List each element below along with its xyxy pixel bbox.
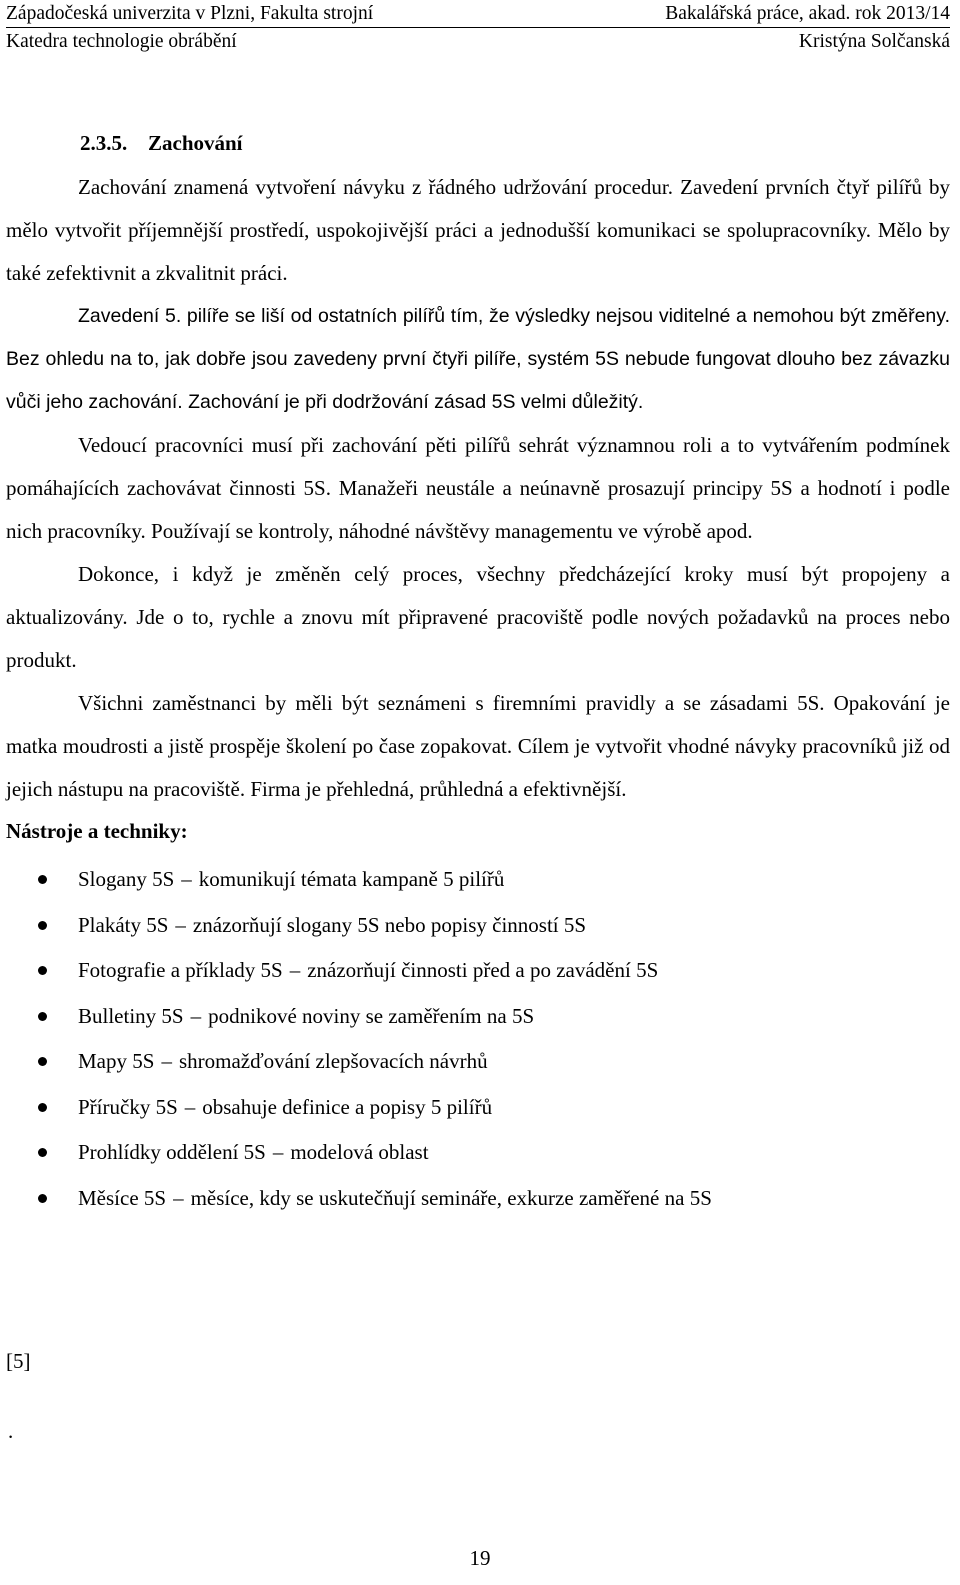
bullet-icon	[38, 875, 47, 884]
stray-dot: .	[8, 1419, 14, 1443]
tool-description: obsahuje definice a popisy 5 pilířů	[202, 1094, 493, 1119]
tool-description: modelová oblast	[290, 1140, 429, 1164]
tool-term: Příručky 5S	[78, 1094, 178, 1119]
page-header	[6, 0, 950, 56]
bullet-icon	[38, 1012, 47, 1021]
bullet-icon	[38, 1057, 47, 1066]
bullet-icon	[38, 966, 47, 975]
tool-description: shromažďování zlepšovacích návrhů	[178, 1049, 488, 1073]
tool-description: znázorňují činnosti před a po zavádění 5S	[307, 958, 659, 982]
header-row-2	[6, 28, 950, 56]
list-item	[6, 1176, 950, 1222]
bullet-icon	[38, 1148, 47, 1157]
tool-term: Měsíce 5S	[78, 1185, 167, 1210]
section-number: 2.3.5.	[80, 131, 128, 155]
tool-term: Slogany 5S	[78, 867, 175, 891]
paragraph-4: Dokonce, i když je změněn celý proces, všechny předcházející kroky musí být propojeny a aktualizovány. Jde o to, rychle a znovu mít připravené pracoviště podle nových požadavků na proces nebo produkt.	[6, 562, 950, 672]
tools-heading: Nástroje a techniky:	[6, 819, 188, 843]
section-title: Zachování	[148, 131, 243, 155]
dash: –	[190, 1003, 202, 1028]
dash: –	[181, 867, 192, 891]
tool-description: podnikové noviny se zaměřením na 5S	[208, 1003, 535, 1028]
paragraph-5: Všichni zaměstnanci by měli být seznámeni s firemními pravidly a se zásadami 5S. Opakování je matka moudrosti a jistě prospěje školení po čase zopakovat. Cílem je vytvořit vhodné návyky pracovníků již od jejich nástupu na pracoviště. Firma je přehledná, průhledná a efektivnější.	[6, 691, 950, 801]
header-rule	[6, 27, 950, 28]
list-item	[6, 1039, 950, 1085]
tool-term: Fotografie a příklady 5S	[78, 958, 283, 982]
tool-term: Plakáty 5S	[78, 912, 169, 937]
paragraph-1: Zachování znamená vytvoření návyku z řádného udržování procedur. Zavedení prvních čtyř pilířů by mělo vytvořit příjemnější prostředí, uspokojivější práci a jednodušší komunikaci se spolupracovníky. Mělo by také zefektivnit a zkvalitnit práci.	[6, 175, 950, 285]
list-item	[6, 1130, 950, 1176]
tool-description: komunikují témata kampaně 5 pilířů	[198, 867, 505, 891]
tool-term: Mapy 5S	[78, 1049, 155, 1073]
header-author: Kristýna Solčanská	[798, 31, 950, 52]
header-department: Katedra technologie obrábění	[6, 31, 237, 52]
bullet-icon	[38, 921, 47, 930]
header-university: Západočeská univerzita v Plzni, Fakulta strojní	[6, 3, 374, 24]
section-heading	[80, 128, 950, 158]
dash: –	[175, 912, 186, 937]
page-content	[6, 128, 950, 1221]
dash: –	[173, 1185, 184, 1210]
dash: –	[184, 1094, 196, 1119]
citation-reference: [5]	[6, 1349, 31, 1373]
tool-description: měsíce, kdy se uskutečňují semináře, exkurze zaměřené na 5S	[190, 1185, 712, 1210]
list-item	[6, 857, 950, 903]
list-item	[6, 1085, 950, 1131]
tool-term: Bulletiny 5S	[78, 1003, 184, 1028]
dash: –	[289, 958, 301, 982]
list-item	[6, 948, 950, 994]
list-item	[6, 994, 950, 1040]
bullet-icon	[38, 1194, 47, 1203]
tool-description: znázorňují slogany 5S nebo popisy činností 5S	[192, 912, 587, 937]
dash: –	[161, 1049, 172, 1073]
list-item	[6, 903, 950, 949]
page-number: 19	[469, 1546, 491, 1570]
header-row-1	[6, 0, 950, 28]
bullet-icon	[38, 1103, 47, 1112]
paragraph-2: Zavedení 5. pilíře se liší od ostatních pilířů tím, že výsledky nejsou viditelné a nemohou být změřeny. Bez ohledu na to, jak dobře jsou zavedeny první čtyři pilíře, systém 5S nebude fungovat dlouho bez závazku vůči jeho zachování. Zachování je při dodržování zásad 5S velmi důležitý.	[6, 305, 950, 413]
dash: –	[272, 1140, 284, 1164]
paragraph-3: Vedoucí pracovníci musí při zachování pěti pilířů sehrát významnou roli a to vytvářením podmínek pomáhajících zachovávat činnosti 5S. Manažeři neustále a neúnavně prosazují principy 5S a hodnotí i podle nich pracovníky. Používají se kontroly, náhodné návštěvy managementu ve výrobě apod.	[6, 433, 950, 543]
tools-list	[6, 857, 950, 1221]
tool-term: Prohlídky oddělení 5S	[78, 1140, 266, 1164]
header-thesis-info: Bakalářská práce, akad. rok 2013/14	[665, 3, 950, 24]
